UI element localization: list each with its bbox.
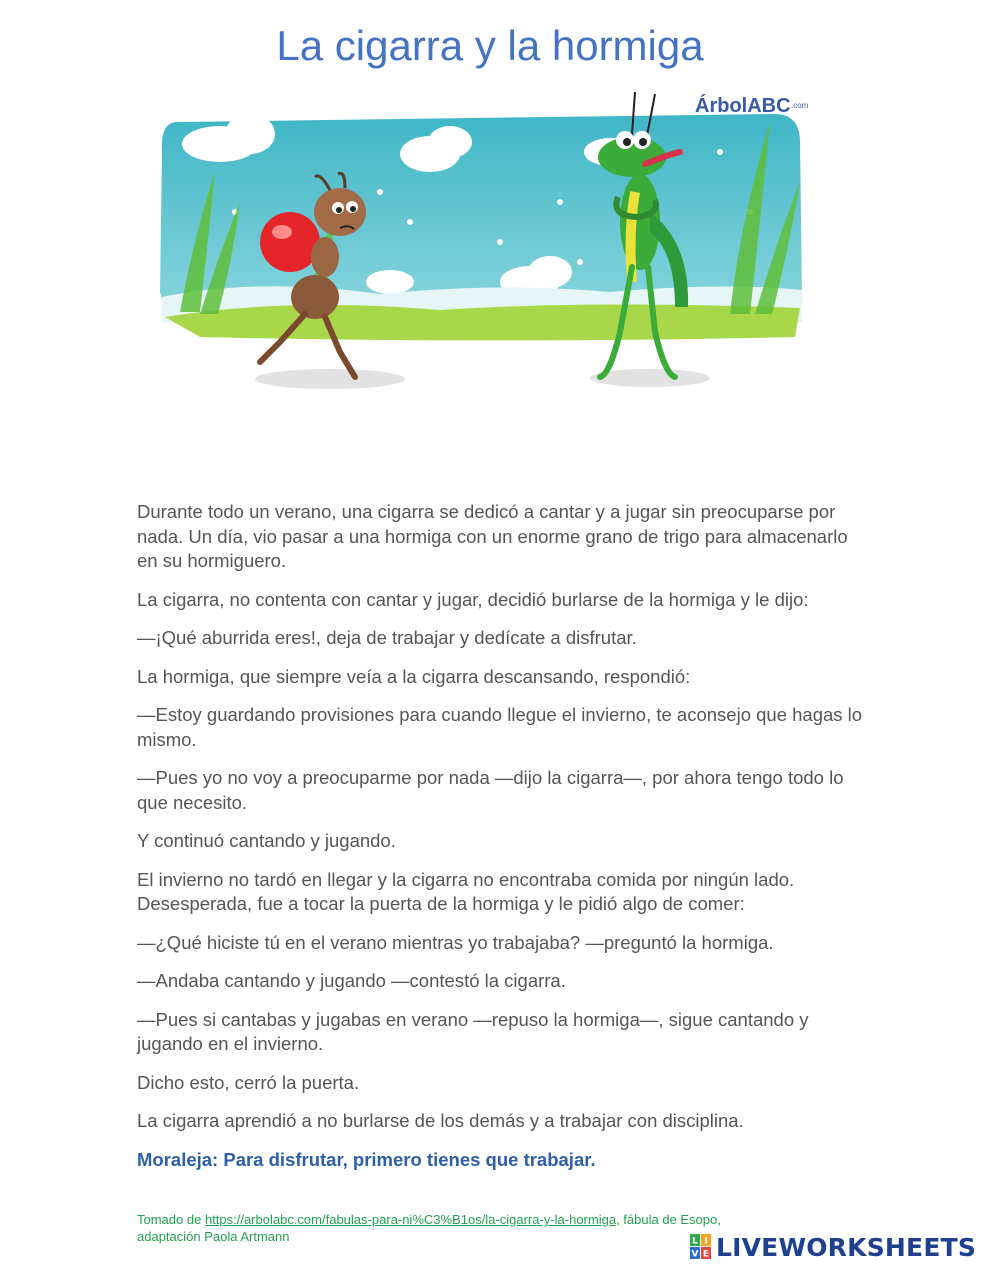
story-paragraph: Durante todo un verano, una cigarra se dedicó a cantar y a jugar sin preocuparse por nada. Un día, vio pasar a una hormiga con un enorme grano de trigo para almacenarlo en su hormiguero.	[137, 501, 848, 571]
story-paragraph: La cigarra, no contenta con cantar y jugar, decidió burlarse de la hormiga y le dijo:	[137, 588, 809, 610]
story-paragraph: —¡Qué aburrida eres!, deja de trabajar y dedícate a disfrutar.	[137, 627, 637, 648]
story-paragraph: La cigarra aprendió a no burlarse de los demás y a trabajar con disciplina.	[137, 1110, 744, 1131]
source-link[interactable]: https://arbolabc.com/fabulas-para-ni%C3%B1os/la-cigarra-y-la-hormiga	[204, 1212, 617, 1227]
story-paragraph: —¿Qué hiciste tú en el verano mientras yo trabajaba? —preguntó la hormiga.	[137, 931, 774, 953]
story-paragraph: —Pues si cantabas y jugabas en verano —repuso la hormiga—, sigue cantando y jugando en el invierno.	[137, 1008, 809, 1054]
arbolabc-logo: ÁrbolABC	[695, 95, 791, 117]
liveworksheets-brand[interactable]	[690, 1231, 976, 1263]
svg-text:L: L	[692, 1236, 698, 1247]
liveworksheets-logo-icon	[690, 1234, 712, 1260]
ant-and-grasshopper-illustration	[140, 82, 830, 402]
source-prefix: Tomado de	[137, 1212, 205, 1227]
svg-text:V: V	[691, 1249, 699, 1260]
liveworksheets-wordmark: LIVEWORKSHEETS	[716, 1232, 977, 1262]
story-text	[137, 500, 867, 1186]
source-suffix: , fábula de Esopo,	[616, 1212, 721, 1227]
grass-ground	[165, 304, 800, 340]
story-paragraph: —Estoy guardando provisiones para cuando llegue el invierno, te aconsejo que hagas lo mismo.	[137, 704, 863, 750]
page-title: La cigarra y la hormiga	[276, 22, 704, 69]
svg-text:E: E	[702, 1249, 710, 1260]
svg-text:I: I	[704, 1236, 708, 1247]
story-paragraph: —Pues yo no voy a preocuparme por nada —dijo la cigarra—, por ahora tengo todo lo que necesito.	[137, 767, 844, 813]
arbolabc-logo-suffix: .com	[791, 101, 809, 110]
story-paragraph: —Andaba cantando y jugando —contestó la cigarra.	[137, 970, 566, 991]
moral-text: Moraleja: Para disfrutar, primero tienes que trabajar.	[137, 1148, 596, 1170]
story-paragraph: Dicho esto, cerró la puerta.	[137, 1071, 360, 1093]
story-paragraph: Y continuó cantando y jugando.	[137, 830, 396, 851]
story-paragraph: La hormiga, que siempre veía a la cigarra descansando, respondió:	[137, 665, 691, 687]
source-author: adaptación Paola Artmann	[137, 1229, 290, 1244]
story-paragraph: El invierno no tardó en llegar y la cigarra no encontraba comida por ningún lado. Desesperada, fue a tocar la puerta de la hormiga y le pidió algo de comer:	[137, 868, 795, 914]
